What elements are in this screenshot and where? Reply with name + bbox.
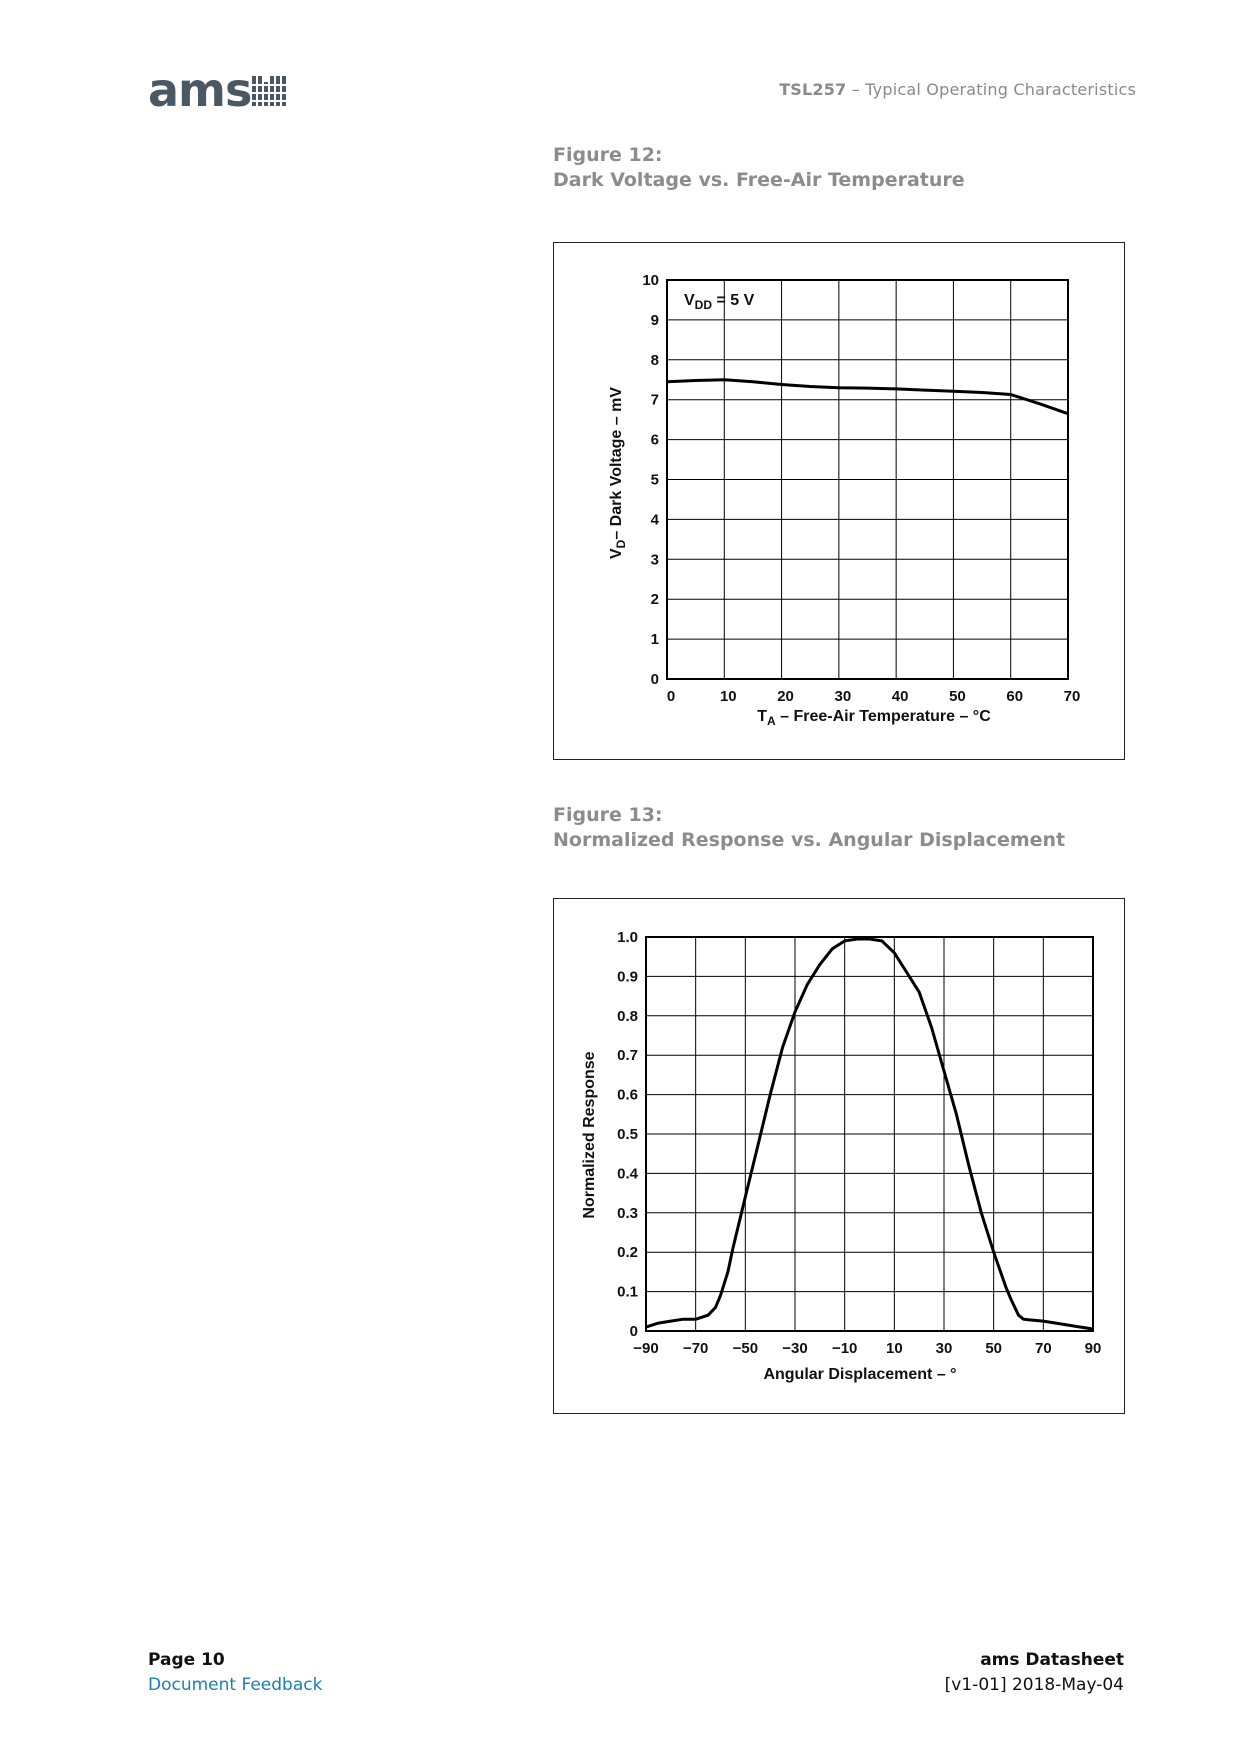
figure-12-title: Dark Voltage vs. Free-Air Temperature (553, 169, 965, 191)
footer-right (945, 1648, 1124, 1698)
document-feedback-link[interactable]: Document Feedback (148, 1675, 323, 1695)
y-tick-label: 8 (650, 351, 659, 369)
x-tick-label: 30 (935, 1340, 953, 1357)
y-tick-label: 0.8 (617, 1007, 638, 1025)
document-type: ams Datasheet (980, 1650, 1124, 1670)
x-axis-label: Angular Displacement – ° (763, 1366, 957, 1383)
y-tick-label: 1 (650, 631, 659, 649)
page-header (779, 80, 1136, 99)
y-tick-label: 6 (650, 431, 659, 449)
y-tick-label: 0.4 (617, 1165, 638, 1183)
x-tick-label: 10 (885, 1340, 903, 1357)
y-tick-label: 7 (650, 391, 659, 409)
x-tick-label: 20 (777, 688, 794, 705)
angular-response-chart (554, 899, 1124, 1413)
x-tick-label: −90 (633, 1340, 659, 1357)
y-tick-label: 5 (650, 471, 659, 489)
x-tick-label: 50 (985, 1340, 1003, 1357)
x-tick-label: 30 (834, 688, 852, 705)
document-version: [v1-01] 2018-May-04 (944, 1675, 1124, 1695)
figure-12-number: Figure 12: (553, 144, 663, 166)
page-number: Page 10 (148, 1650, 225, 1670)
x-tick-label: 40 (891, 688, 909, 705)
figure-12-caption (553, 143, 965, 193)
y-tick-label: 2 (650, 591, 659, 609)
x-tick-label: −70 (682, 1340, 709, 1357)
y-tick-label: 9 (650, 311, 659, 329)
figure-13-title: Normalized Response vs. Angular Displacement (553, 829, 1066, 851)
y-tick-label: 4 (650, 511, 659, 529)
y-tick-label: 0.1 (617, 1283, 638, 1301)
y-tick-label: 0.7 (617, 1047, 638, 1065)
y-tick-label: 0.6 (617, 1086, 638, 1104)
x-tick-label: 90 (1084, 1340, 1102, 1357)
y-tick-label: 10 (642, 272, 659, 289)
y-axis-label: Normalized Response (581, 1051, 598, 1219)
x-tick-label: 0 (666, 688, 676, 705)
header-product: TSL257 (779, 80, 847, 99)
vdd-annotation: $V_{DD} = 5$ V (684, 292, 755, 312)
header-section: – Typical Operating Characteristics (851, 80, 1136, 99)
figure-13-frame (553, 898, 1125, 1414)
x-tick-label: −30 (782, 1340, 808, 1357)
x-tick-label: 10 (719, 688, 737, 705)
x-axis-label: $T_A$ – Free-Air Temperature – °C (757, 708, 991, 728)
x-tick-label: −10 (831, 1340, 858, 1357)
dark-voltage-chart (554, 243, 1124, 759)
x-tick-label: 70 (1034, 1340, 1052, 1357)
figure-13-number: Figure 13: (553, 804, 663, 826)
figure-12-frame (553, 242, 1125, 760)
x-tick-label: −50 (732, 1340, 759, 1357)
y-axis-label: $V_D-$ Dark Voltage – mV (608, 387, 628, 559)
y-tick-label: 1.0 (617, 929, 638, 946)
y-tick-label: 0 (629, 1323, 638, 1340)
dark-voltage-series-line (667, 380, 1068, 414)
y-tick-label: 0.9 (617, 968, 638, 986)
logo-wordmark: ams (148, 70, 252, 112)
y-tick-label: 0.3 (617, 1204, 638, 1222)
y-tick-label: 0.2 (617, 1244, 638, 1262)
x-tick-label: 60 (1006, 688, 1024, 705)
y-tick-label: 0 (650, 671, 659, 688)
y-tick-label: 0.5 (617, 1126, 638, 1143)
footer-left (148, 1648, 322, 1698)
x-tick-label: 50 (949, 688, 966, 705)
ams-logo (148, 70, 298, 112)
figure-13-caption (553, 803, 1065, 853)
y-tick-label: 3 (650, 551, 659, 569)
x-tick-label: 70 (1063, 688, 1081, 705)
